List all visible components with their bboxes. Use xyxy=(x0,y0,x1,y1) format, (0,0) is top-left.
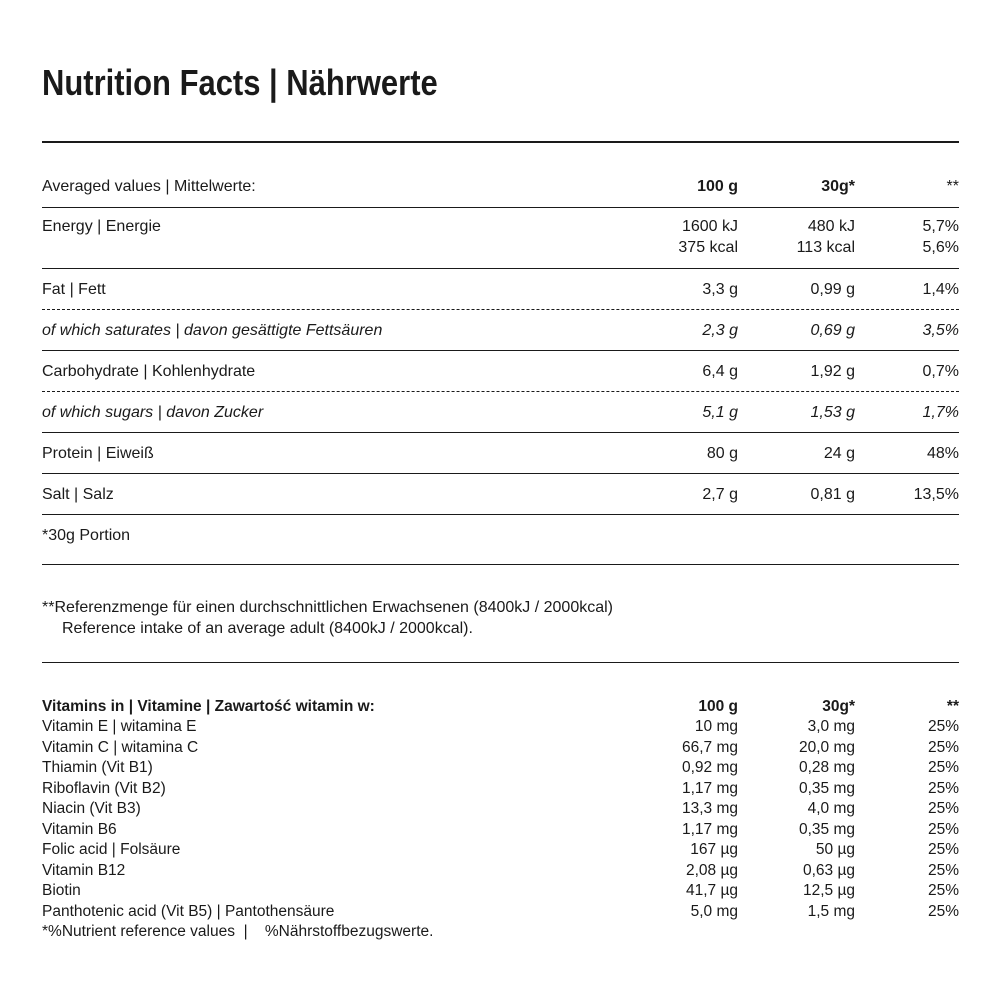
vitamin-label: Vitamin B6 xyxy=(42,820,117,838)
vitamin-30g: 1,5 mg xyxy=(807,902,855,920)
reference-note-en: Reference intake of an average adult (8400kJ / 2000kcal). xyxy=(62,620,473,637)
vitamin-30g: 20,0 mg xyxy=(798,738,855,756)
vitamins-header-30g: 30g* xyxy=(822,698,855,715)
energy-ri-kcal: 5,6% xyxy=(922,239,959,256)
vitamins-header-row xyxy=(42,697,959,718)
vitamin-100g: 66,7 mg xyxy=(681,738,738,756)
row-30g: 0,99 g xyxy=(810,281,855,298)
vitamin-label: Panthotenic acid (Vit B5) | Pantothensäure xyxy=(42,902,335,920)
row-label: Fat | Fett xyxy=(42,281,106,298)
table-row xyxy=(42,320,959,360)
table-header-row xyxy=(42,176,959,216)
vitamin-row xyxy=(42,799,959,820)
vitamin-ri: 25% xyxy=(927,738,959,756)
vitamin-ri: 25% xyxy=(927,902,959,920)
energy-row xyxy=(42,216,959,260)
energy-30g-kj: 480 kJ xyxy=(807,218,855,235)
row-divider xyxy=(42,268,959,269)
vitamins-header-label: Vitamins in | Vitamine | Zawartość witamin w: xyxy=(42,698,375,715)
vitamin-30g: 50 µg xyxy=(815,841,855,858)
vitamin-100g: 10 mg xyxy=(694,718,738,735)
title-divider xyxy=(42,141,959,143)
row-divider-dashed xyxy=(42,309,959,310)
vitamins-footnote-row xyxy=(42,922,959,943)
table-row xyxy=(42,484,959,524)
vitamin-label: Riboflavin (Vit B2) xyxy=(42,779,166,797)
table-row xyxy=(42,402,959,442)
row-ri: 13,5% xyxy=(913,486,959,503)
vitamin-ri: 25% xyxy=(927,841,959,858)
vitamin-label: Vitamin B12 xyxy=(42,861,126,879)
vitamin-100g: 0,92 mg xyxy=(681,759,738,776)
vitamins-header-ri: ** xyxy=(946,698,959,715)
vitamin-30g: 0,35 mg xyxy=(798,779,855,797)
vitamin-30g: 3,0 mg xyxy=(807,718,855,735)
vitamin-100g: 5,0 mg xyxy=(690,902,738,920)
row-ri: 48% xyxy=(926,445,959,462)
vitamin-ri: 25% xyxy=(927,882,959,899)
vitamin-label: Niacin (Vit B3) xyxy=(42,800,141,817)
vitamin-row xyxy=(42,902,959,923)
row-divider xyxy=(42,473,959,474)
row-divider-dashed xyxy=(42,391,959,392)
row-30g: 0,81 g xyxy=(810,486,855,503)
row-100g: 80 g xyxy=(706,445,738,462)
header-col-30g: 30g* xyxy=(821,178,855,195)
row-label: of which saturates | davon gesättigte Fettsäuren xyxy=(42,322,383,339)
row-ri: 1,4% xyxy=(922,281,959,298)
vitamin-30g: 12,5 µg xyxy=(802,882,855,899)
row-ri: 1,7% xyxy=(922,404,959,421)
vitamin-row xyxy=(42,820,959,841)
row-divider xyxy=(42,514,959,515)
vitamin-ri: 25% xyxy=(927,861,959,879)
vitamin-100g: 41,7 µg xyxy=(685,882,738,899)
row-label: of which sugars | davon Zucker xyxy=(42,404,264,421)
vitamin-30g: 0,35 mg xyxy=(798,820,855,838)
energy-30g-kcal: 113 kcal xyxy=(796,239,855,256)
vitamin-30g: 4,0 mg xyxy=(807,800,855,817)
energy-ri-kj: 5,7% xyxy=(922,218,959,235)
energy-label: Energy | Energie xyxy=(42,218,161,235)
vitamin-row xyxy=(42,717,959,738)
row-divider xyxy=(42,207,959,208)
row-divider xyxy=(42,350,959,351)
row-ri: 0,7% xyxy=(922,363,959,380)
vitamin-row xyxy=(42,840,959,861)
reference-note-de: **Referenzmenge für einen durchschnittlichen Erwachsenen (8400kJ / 2000kcal) xyxy=(42,599,613,616)
header-col-ri: ** xyxy=(946,178,959,195)
row-100g: 3,3 g xyxy=(702,281,738,298)
header-label: Averaged values | Mittelwerte: xyxy=(42,178,256,195)
vitamin-label: Folic acid | Folsäure xyxy=(42,841,181,858)
vitamins-footnote: *%Nutrient reference values | %Nährstoffbezugswerte. xyxy=(42,923,434,940)
energy-100g-kj: 1600 kJ xyxy=(681,218,738,235)
energy-100g-kcal: 375 kcal xyxy=(678,239,738,256)
vitamin-row xyxy=(42,779,959,800)
table-row xyxy=(42,443,959,483)
vitamin-30g: 0,63 µg xyxy=(802,861,855,879)
page-title: Nutrition Facts | Nährwerte xyxy=(42,62,438,103)
row-30g: 24 g xyxy=(823,445,855,462)
row-30g: 1,53 g xyxy=(810,404,855,421)
vitamin-100g: 1,17 mg xyxy=(681,779,738,797)
row-100g: 2,7 g xyxy=(702,486,738,503)
row-30g: 0,69 g xyxy=(810,322,855,339)
row-label: Protein | Eiweiß xyxy=(42,445,154,462)
vitamin-ri: 25% xyxy=(927,800,959,817)
vitamin-row xyxy=(42,738,959,759)
row-100g: 6,4 g xyxy=(702,363,738,380)
vitamin-100g: 2,08 µg xyxy=(685,861,738,879)
vitamin-ri: 25% xyxy=(927,820,959,838)
row-divider xyxy=(42,432,959,433)
vitamin-100g: 1,17 mg xyxy=(681,820,738,838)
vitamin-100g: 167 µg xyxy=(690,841,738,858)
vitamin-ri: 25% xyxy=(927,779,959,797)
header-col-100g: 100 g xyxy=(697,178,738,195)
vitamin-ri: 25% xyxy=(927,718,959,735)
vitamin-ri: 25% xyxy=(927,759,959,776)
vitamin-label: Biotin xyxy=(42,882,81,899)
row-divider xyxy=(42,564,959,565)
vitamin-row xyxy=(42,758,959,779)
table-row xyxy=(42,279,959,319)
vitamins-header-100g: 100 g xyxy=(698,698,738,715)
section-divider xyxy=(42,662,959,663)
row-label: Carbohydrate | Kohlenhydrate xyxy=(42,363,256,380)
vitamin-30g: 0,28 mg xyxy=(798,759,855,776)
row-100g: 2,3 g xyxy=(702,322,738,339)
vitamin-label: Thiamin (Vit B1) xyxy=(42,759,153,776)
vitamin-label: Vitamin C | witamina C xyxy=(42,738,199,756)
row-ri: 3,5% xyxy=(922,322,959,339)
row-30g: 1,92 g xyxy=(810,363,855,380)
vitamin-row xyxy=(42,861,959,882)
vitamin-label: Vitamin E | witamina E xyxy=(42,718,197,735)
vitamin-row xyxy=(42,881,959,902)
vitamin-100g: 13,3 mg xyxy=(681,800,738,817)
portion-note: *30g Portion xyxy=(42,527,131,544)
table-row xyxy=(42,361,959,401)
row-100g: 5,1 g xyxy=(702,404,738,421)
row-label: Salt | Salz xyxy=(42,486,114,503)
